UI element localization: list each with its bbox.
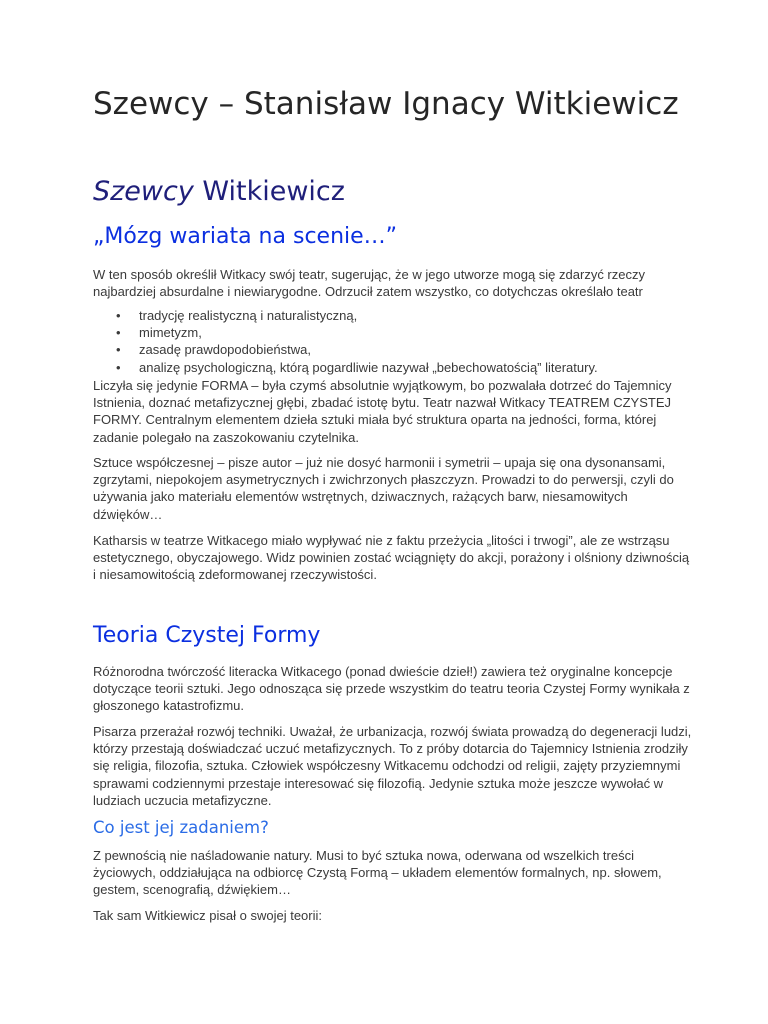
list-item: • mimetyzm, (116, 325, 202, 341)
bullet-icon: • (116, 325, 121, 341)
list-item: • zasadę prawdopodobieństwa, (116, 342, 312, 358)
document-title: Szewcy – Stanisław Ignacy Witkiewicz (93, 86, 679, 122)
bullet-icon: • (116, 308, 121, 323)
tworczosc-paragraph: Różnorodna twórczość literacka Witkacego (ponad dwieście dzieł!) zawiera też oryginalne koncepcje dotyczące teorii sztuki. Jego odnosząca się przede wszystkim do teatru teoria Czystej Formy wynikała z głoszonego katastrofizmu. (93, 664, 690, 714)
list-item: • analizę psychologiczną, którą pogardliwie nazywał „bebechowatością” literatury. (116, 359, 598, 375)
list-item: • tradycję realistyczną i naturalistyczną, (116, 308, 358, 323)
nasladowanie-paragraph: Z pewnością nie naśladowanie natury. Musi to być sztuka nowa, oderwana od wszelkich treści życiowych, oddziałująca na odbiorcę Czystą Formą – układem elementów formalnych, np. słowem, gestem, scenografią, dźwiękiem… (93, 848, 662, 898)
rejected-elements-list (93, 307, 653, 376)
witkiewicz-teoria-paragraph: Tak sam Witkiewicz pisał o swojej teorii: (93, 908, 323, 923)
heading-co-jest-jej-zadaniem: Co jest jej zadaniem? (93, 818, 269, 837)
heading-mozg-wariata: „Mózg wariata na scenie…” (93, 224, 398, 249)
bullet-icon: • (116, 342, 121, 358)
heading-teoria-czystej-formy: Teoria Czystej Formy (93, 623, 321, 648)
forma-paragraph: Liczyła się jedynie FORMA – była czymś absolutnie wyjątkowym, bo pozwalała dotrzeć do Tajemnicy Istnienia, doznać metafizycznej głębi, zbadać istotę bytu. Teatr nazwał Witkacy TEATREM CZYSTEJ FORMY. Centralnym elementem dzieła sztuki miała być struktura oparta na jedności, forma, której zadanie polegało na zaszokowaniu czytelnika. (93, 378, 672, 445)
katharsis-paragraph: Katharsis w teatrze Witkacego miało wypływać nie z faktu przeżycia „litości i trwogi”, ale ze wstrząsu estetycznego, obyczajowego. Widz powinien zostać wciągnięty do akcji, porażony i olśniony dziwnością i niesamowitością zdeformowanej rzeczywistości. (93, 533, 690, 583)
heading-italic-part: Szewcy (93, 176, 194, 207)
heading-szewcy-witkiewicz (93, 173, 345, 211)
heading-rest-part: Witkiewicz (193, 176, 345, 207)
technika-paragraph: Pisarza przerażał rozwój techniki. Uważał, że urbanizacja, rozwój świata prowadzą do degeneracji ludzi, którzy przestają doświadczać uczuć metafizycznych. To z próby dotarcia do Tajemnicy Istnienia zrodziły się religia, filozofia, sztuka. Człowiek współczesny Witkacemu odchodzi od religii, zajęty przyziemnymi sprawami codziennymi przestaje interesować się filozofią. Jedynie sztuka może jeszcze wywołać w ludziach uczucia metafizyczne. (93, 724, 692, 808)
intro-paragraph: W ten sposób określił Witkacy swój teatr, sugerując, że w jego utworze mogą się zdarzyć rzeczy najbardziej absurdalne i niewiarygodne. Odrzucił zatem wszystko, co dotychczas określało teatr (93, 267, 645, 300)
sztuka-wspolczesna-paragraph: Sztuce współczesnej – pisze autor – już nie dosyć harmonii i symetrii – upaja się ona dysonansami, zgrzytami, niepokojem asymetrycznych i zwichrzonych płaszczyzn. Prowadzi to do perwersji, czyli do używania jako materiału elementów wstrętnych, dziwacznych, rażących barw, niesamowitych dźwięków… (93, 455, 674, 522)
bullet-icon: • (116, 359, 121, 375)
